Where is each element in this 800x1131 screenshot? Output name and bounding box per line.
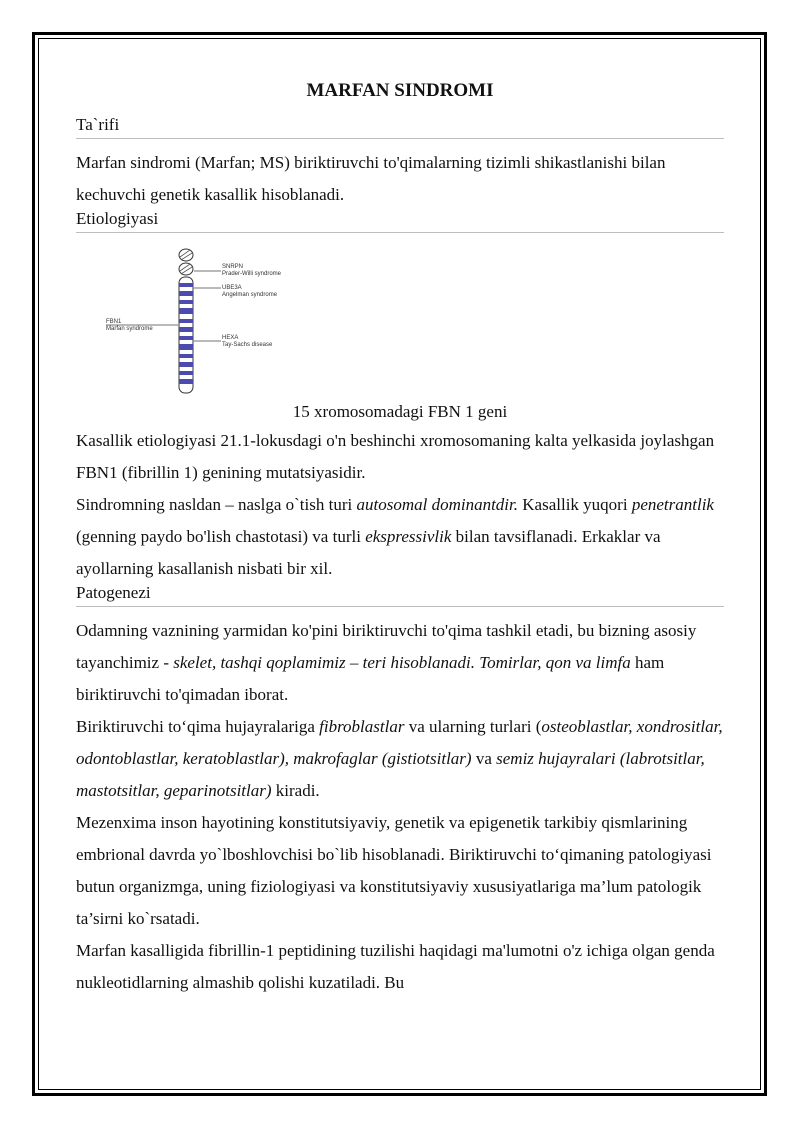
section-heading-etiologiyasi: Etiologiyasi <box>76 208 724 233</box>
chromosome-figure <box>76 243 724 401</box>
gene-label-fbn1: FBN1 <box>106 319 122 325</box>
text-run: Biriktiruvchi to‘qima hujayralariga <box>76 717 320 736</box>
paragraph-etiologiyasi-2 <box>76 489 724 585</box>
disease-label-tay-sachs: Tay-Sachs disease <box>222 342 273 348</box>
text-run: va ularning turlari ( <box>404 717 542 736</box>
paragraph-patogenezi-1 <box>76 615 724 711</box>
paragraph-tarifi: Marfan sindromi (Marfan; MS) biriktiruvchi to'qimalarning tizimli shikastlanishi bilan kechuvchi genetik kasallik hisoblanadi. <box>76 153 666 204</box>
paragraph-etiologiyasi-1: Kasallik etiologiyasi 21.1-lokusdagi o'n beshinchi xromosomaning kalta yelkasida joylashgan FBN1 (fibrillin 1) genining mutatsiyasidir. <box>76 431 715 482</box>
chromosome-15-diagram <box>106 243 406 401</box>
text-run-italic: semiz hujayralari (labrotsitlar, mastotsitlar, geparinotsitlar) <box>76 749 705 800</box>
paragraph-patogenezi-2 <box>76 711 724 807</box>
text-run-italic: skelet, tashqi qoplamimiz – teri hisoblanadi. Tomirlar, qon va limfa <box>173 653 631 672</box>
text-run: bilan tavsiflanadi. Erkaklar va ayollarning kasallanish nisbati bir xil. <box>76 527 661 578</box>
text-run: Kasallik yuqori <box>518 495 632 514</box>
text-run: Sindromning nasldan – naslga o`tish turi <box>76 495 357 514</box>
disease-label-marfan: Marfan syndrome <box>106 326 153 332</box>
section-heading-patogenezi: Patogenezi <box>76 582 724 607</box>
paragraph-patogenezi-4: Marfan kasalligida fibrillin-1 peptidining tuzilishi haqidagi ma'lumotni o'z ichiga olgan genda nukleotidlarning almashib qolishi kuzatiladi. Bu <box>76 941 715 992</box>
chromosome-p-arm <box>179 249 193 275</box>
text-run: kiradi. <box>271 781 320 800</box>
section-heading-tarifi: Ta`rifi <box>76 114 724 139</box>
figure-caption: 15 xromosomadagi FBN 1 geni <box>292 402 508 421</box>
text-run: (genning paydo bo'lish chastotasi) va turli <box>76 527 366 546</box>
text-run-italic: osteoblastlar, xondrositlar, odontoblastlar, keratoblastlar), makrofaglar (gistiotsitlar) <box>76 717 723 768</box>
document-body <box>76 72 724 999</box>
page-title: MARFAN SINDROMI <box>306 80 494 101</box>
text-run-italic: fibroblastlar <box>319 717 405 736</box>
text-run-italic: penetrantlik <box>631 495 714 514</box>
text-run-italic: autosomal dominantdir. <box>356 495 519 514</box>
text-run-italic: ekspressivlik <box>365 527 452 546</box>
text-run: Odamning vaznining yarmidan ko'pini biriktiruvchi to'qima tashkil etadi, bu bizning asosiy tayanchimiz - <box>76 621 697 672</box>
gene-label-snrpn: SNRPN <box>222 264 244 270</box>
gene-label-ube3a: UBE3A <box>222 285 242 291</box>
paragraph-patogenezi-3: Mezenxima inson hayotining konstitutsiyaviy, genetik va epigenetik tarkibiy qismlarining embrional davrda yo`lboshlovchisi bo`lib hisoblanadi. Biriktiruvchi to‘qimaning patologiyasi butun organizmga, uning fiziologiyasi va konstitutsiyaviy xususiyatlariga ma’lum patologik ta’sirni ko`rsatadi. <box>76 813 712 928</box>
text-run: va <box>471 749 497 768</box>
disease-label-prader-willi: Prader-Willi syndrome <box>222 271 282 277</box>
gene-label-hexa: HEXA <box>222 335 239 341</box>
chromosome-q-arm <box>179 277 193 393</box>
text-run: ham biriktiruvchi to'qimadan iborat. <box>76 653 665 704</box>
disease-label-angelman: Angelman syndrome <box>222 292 278 298</box>
